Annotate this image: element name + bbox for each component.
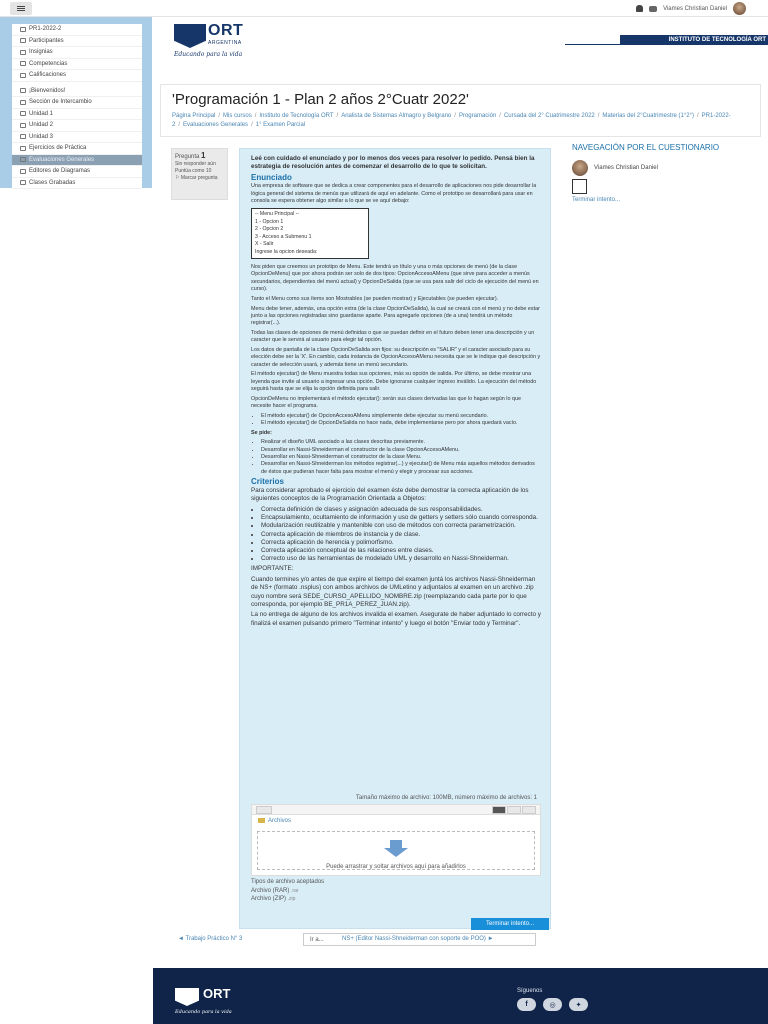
question-info (171, 148, 228, 200)
bullet-list (259, 413, 541, 428)
paragraph: Tanto el Menu como sus ítems son Mostrables (se pueden mostrar) y Ejecutables (se pueden ejecutar). (251, 295, 499, 302)
console-line: 1 - Opcion 1 (255, 218, 284, 225)
grid-view-icon[interactable] (492, 806, 506, 814)
social-links (517, 998, 588, 1011)
breadcrumb-separator: / (696, 113, 699, 119)
question-status: Sin responder aún (175, 161, 216, 167)
file-dropzone[interactable] (251, 826, 541, 876)
list-item: • El método ejecutar() de OpcionAccesoAMenu simplemente debe ejecutar su menú secundario. (261, 413, 541, 420)
drawer-item[interactable] (12, 143, 142, 155)
file-manager (251, 795, 541, 904)
breadcrumb-link[interactable]: Materias del 2°Cuatrimestre (1°2°) (602, 113, 694, 119)
list-item: • Realizar el diseño UML asociado a las clases descritas previamente. (261, 439, 541, 446)
drawer-item[interactable] (12, 132, 142, 144)
user-name[interactable]: Viames Christian Daniel (663, 5, 727, 12)
folder-icon (20, 134, 26, 139)
breadcrumb-link[interactable]: Analista de Sistemas Almagro y Belgrano (341, 113, 452, 119)
drawer-item-label: Competencias (29, 60, 68, 67)
drawer-item[interactable] (12, 70, 142, 82)
drawer-item-label: Unidad 3 (29, 133, 54, 140)
accepted-types (251, 878, 541, 904)
paragraph: Todas las clases de opciones de menú definidas o que se puedan definir en el futuro deben tener una descripción y un caracter que le servirá al usuario para elegir tal opción. (251, 329, 535, 344)
se-pide-label: Se pide: (251, 429, 272, 436)
drawer-item-label: Sección de Intercambio (29, 99, 92, 106)
top-navbar (0, 0, 768, 17)
drawer-list (12, 24, 142, 189)
paragraph: Para considerar aprobado el ejercicio del examen éste debe demostrar la correcta aplicación de los siguientes conceptos de la Programación Orientada a Objetos: (251, 487, 529, 503)
breadcrumb-link[interactable]: Página Principal (172, 113, 216, 119)
instagram-icon[interactable]: ◎ (543, 998, 562, 1011)
breadcrumb-link[interactable]: Mis cursos (223, 113, 252, 119)
bell-icon[interactable] (636, 5, 643, 12)
logo-text: ORT (208, 22, 244, 39)
breadcrumb-link[interactable]: Cursada del 2° Cuatrimestre 2022 (503, 113, 595, 119)
breadcrumb-separator: / (336, 113, 339, 119)
question-nav-button[interactable] (572, 179, 587, 194)
paragraph: Menu debe tener, además, una opción extra (de la clase OpcionDeSalida), la cual se creará con el menú y no debe estar junto a las opciones registradas sino guardarse aparte. Para agregarle opciones (de a una) tendrá un método registrar(...). (251, 305, 540, 327)
file-toolbar (251, 804, 541, 815)
list-item: • Encapsulamiento, ocultamiento de información y uso de getters y setters sólo cuando corresponda. (261, 514, 541, 522)
footer (153, 968, 768, 1024)
console-line: X - Salir (255, 241, 274, 248)
question-number: Pregunta 1 (175, 151, 206, 160)
drawer-item-label: PR1-2022-2 (29, 26, 62, 33)
avatar[interactable] (733, 2, 746, 15)
drawer-item[interactable] (12, 47, 142, 59)
drop-text: Puede arrastrar y soltar archivos aquí para añadirlos (326, 864, 466, 870)
list-item: • Correcta aplicación de herencia y polimorfismo. (261, 539, 541, 547)
question-points: Puntúa como 10 (175, 168, 212, 174)
question-content (239, 148, 551, 929)
logo-sub: ARGENTINA (208, 40, 242, 46)
folder-icon (258, 818, 265, 823)
importante-label: IMPORTANTE: (251, 565, 294, 573)
breadcrumb (172, 112, 757, 130)
paragraph: OpcionDeMenu no implementará el método ejecutar(): serán sus clases derivadas las que lo hagan según lo que necesite hacer el programa. (251, 395, 521, 410)
prev-activity-link[interactable]: ◄ Trabajo Práctico N° 3 (178, 936, 243, 942)
quiz-nav-user: Viames Christian Daniel (572, 160, 760, 176)
console-line: -- Menu Principal -- (255, 211, 300, 218)
heading-criterios: Criterios (251, 476, 284, 486)
drawer-item-label: Calificaciones (29, 72, 67, 79)
drawer-item[interactable] (12, 24, 142, 36)
list-item: • Correcta aplicación conceptual de las relaciones entre clases. (261, 547, 541, 555)
breadcrumb-separator: / (251, 122, 253, 128)
breadcrumb-link[interactable]: PR1-2022-2 (172, 113, 731, 128)
finish-attempt-button[interactable]: Terminar intento... (471, 918, 549, 930)
drawer-item-label: Editores de Diagramas (29, 168, 91, 175)
breadcrumb-link[interactable]: Evaluaciones Generales (183, 122, 249, 128)
footer-logo-text: ORT (203, 986, 231, 1001)
list-item: • Correcta aplicación de miembros de instancia y de clase. (261, 531, 541, 539)
menu-toggle-icon[interactable] (10, 2, 32, 15)
ort-shield-icon (174, 24, 206, 48)
console-line: Ingrese la opcion deseada: (255, 248, 318, 255)
paragraph: Cuando termines y/o antes de que expire el tiempo del examen juntá los archivos Nassi-Shneiderman de NS+ (formato .nsplus) con ambos archivos de UMLetino y adjuntalos al examen en un archivo .zip cuyo nombre será SEDE_CURSO_APELLIDO_NOMBRE.zip (reemplazando cada parte por lo que corresponda, por ejemplo BE_PR1A_PEREZ_JUAN.zip). (251, 576, 536, 608)
breadcrumb-separator: / (178, 122, 181, 128)
breadcrumb-link[interactable]: Instituto de Tecnología ORT (259, 113, 334, 119)
folder-icon (20, 180, 26, 185)
list-item: • El método ejecutar() de OpcionDeSalida no hace nada, debe implementarse pero por ahora quedará vacío. (261, 420, 541, 427)
drawer-item-label: Ejercicios de Práctica (29, 145, 87, 152)
list-item: • Desarrollar en Nassi-Shneiderman el constructor de la clase Menu. (261, 454, 541, 461)
drawer-item-label: Clases Grabadas (29, 179, 76, 186)
facebook-icon[interactable]: f (517, 998, 536, 1011)
drawer-item-label: Insignias (29, 49, 53, 56)
table-icon (20, 73, 26, 78)
paragraph: Nos piden que creemos un prototipo de Menu. Este tendrá un título y una o más opciones de menú (de la clase OpcionDeMenu) que por ahora podrán ser solo de dos tipos: OpcionAccesoAMenu (que sirve para acceder a menús secundarios, dependientes del menú actual) y OpcionDeSalida (que se usa para salir del ciclo de ejecución del menú en curso). (251, 264, 539, 292)
flag-question[interactable]: ⚐ Marcar pregunta (175, 175, 218, 181)
file-path[interactable] (251, 815, 541, 826)
folder-icon (20, 88, 26, 93)
footer-logo[interactable] (175, 988, 245, 1018)
users-icon (20, 38, 26, 43)
bullet-list (259, 439, 541, 475)
list-item: • Correcta definición de clases y asignación adecuada de sus responsabilidades. (261, 506, 541, 514)
path-label: Archivos (268, 817, 292, 824)
list-item: • Modularización reutilizable y mantenible con uso de métodos con correcta parametrización. (261, 522, 541, 530)
finish-attempt-link[interactable]: Terminar intento... (572, 197, 621, 203)
drawer-item[interactable] (12, 36, 142, 48)
breadcrumb-link[interactable]: Programación (458, 113, 497, 119)
download-arrow-icon (384, 840, 408, 857)
drawer-item-label: Participantes (29, 37, 64, 44)
folder-icon (20, 123, 26, 128)
breadcrumb-separator: / (218, 113, 221, 119)
breadcrumb-link[interactable]: 1° Examen Parcial (255, 122, 306, 128)
accepted-type: Archivo (RAR) .rar (251, 887, 299, 894)
drawer-item[interactable] (12, 97, 142, 109)
folder-icon (20, 111, 26, 116)
accepted-type: Archivo (ZIP) .zip (251, 896, 296, 902)
paragraph: Los datos de pantalla de la clase OpcionDeSalida son fijos: su descripción es "SALIR" y el caracter asociado para su elección debe ser la 'X'. En cambio, cada instancia de OpcionAccesoAMenu necesita que se le indique qué descripción y caracter de selección usará, y además tiene un menú secundario. (251, 347, 541, 368)
page-header (160, 84, 761, 137)
page-title: 'Programación 1 - Plan 2 años 2°Cuatr 2022' (172, 91, 469, 108)
list-view-icon[interactable] (507, 806, 521, 814)
drawer-item-label: Unidad 2 (29, 122, 54, 129)
institute-band: INSTITUTO DE TECNOLOGÍA ORT (620, 35, 768, 45)
drawer-item[interactable] (12, 178, 142, 190)
breadcrumb-separator: / (499, 113, 501, 119)
paragraph: La no entrega de alguno de los archivos invalida el examen. Asegurate de haber adjuntado lo correcto y finalizá el examen pulsando primero "Terminar intento" y luego el botón "Enviar todo y Terminar". (251, 611, 541, 627)
drawer-item-label: Evaluaciones Generales (29, 156, 95, 163)
accepted-label: Tipos de archivo aceptados (251, 879, 325, 885)
check-square-icon (20, 61, 26, 66)
paragraph: El método ejecutar() de Menu muestra todas sus opciones, más su opción de salida. Por último, se debe mostrar una leyenda que invite al usuario a ingresar una opción. Debe ignorarse cualquier ingreso inválido. La ejecución del método seguirá hasta que se elija la opción definida para salir. (251, 371, 537, 393)
nav-drawer (0, 17, 152, 188)
heading-enunciado: Enunciado (251, 172, 292, 182)
breadcrumb-separator: / (454, 113, 456, 119)
ort-shield-icon (175, 988, 199, 1006)
ort-logo[interactable] (174, 24, 264, 60)
jump-to-select[interactable]: Ir a... (303, 933, 536, 946)
drawer-item-label: Unidad 1 (29, 110, 54, 117)
console-line: 3 - Acceso a Submenu 1 (255, 233, 312, 240)
logo-tagline: Educando para la vida (174, 51, 243, 58)
drawer-item[interactable] (12, 166, 142, 178)
paragraph: Una empresa de software que se dedica a crear componentes para el desarrollo de aplicaciones nos pide desarrollar la lógica general del sistema de menús que utilizará de aquí en adelante. Como el prototipo se desarrollará para usar en consola se espera obtener algo similar a lo que se ve aquí debajo: (251, 183, 537, 204)
quiz-navigation (572, 143, 760, 221)
add-file-button[interactable] (256, 806, 272, 814)
list-item: • Desarrollar en Nassi-Shneiderman los métodos registrar(...) y ejecutar() de Menu más aquellos métodos derivados de éstos que pudieran hacer falta para mostrar el menú y elegir y procesar sus acciones. (261, 461, 541, 476)
chat-icon[interactable] (649, 6, 657, 12)
console-menu-example (251, 208, 369, 259)
question-intro: Leé con cuidado el enunciado y por lo menos dos veces para resolver lo pedido. Pensá bien la estrategia de resolución antes de comenzar el desarrollo de lo que te solicitan. (251, 155, 535, 171)
breadcrumb-separator: / (597, 113, 600, 119)
drawer-item[interactable] (12, 155, 142, 167)
drawer-item-label: ¡Bienvenidos! (29, 87, 66, 94)
folder-icon (20, 100, 26, 105)
drawer-item[interactable] (12, 86, 142, 98)
drawer-item[interactable] (12, 59, 142, 71)
breadcrumb-separator: / (254, 113, 257, 119)
badge-icon (20, 50, 26, 55)
drawer-item[interactable] (12, 120, 142, 132)
question-text (251, 155, 541, 630)
footer-tagline: Educando para la vida (175, 1009, 232, 1015)
avatar (572, 160, 588, 176)
bullet-list (259, 506, 541, 563)
flag-icon: ⚐ (175, 175, 181, 181)
tree-view-icon[interactable] (522, 806, 536, 814)
folder-icon (20, 146, 26, 151)
folder-icon (20, 157, 26, 162)
console-line: 2 - Opcion 2 (255, 226, 284, 233)
file-limit: Tamaño máximo de archivo: 100MB, número máximo de archivos: 1 (355, 795, 537, 801)
list-item: • Desarrollar en Nassi-Shneiderman el constructor de la clase OpcionAccesoAMenu. (261, 447, 541, 454)
drawer-item[interactable] (12, 109, 142, 121)
follow-label: Síguenos (517, 988, 543, 994)
quiz-nav-title: NAVEGACIÓN POR EL CUESTIONARIO (572, 143, 720, 152)
list-item: • Correcto uso de las herramientas de modelado UML y desarrollo en Nassi-Shneiderman. (261, 555, 541, 563)
folder-icon (20, 169, 26, 174)
twitter-icon[interactable]: ✦ (569, 998, 588, 1011)
graduation-cap-icon (20, 27, 26, 32)
next-activity-link[interactable]: NS+ (Editor Nassi-Shneiderman con soporte de POO) ► (342, 936, 494, 942)
